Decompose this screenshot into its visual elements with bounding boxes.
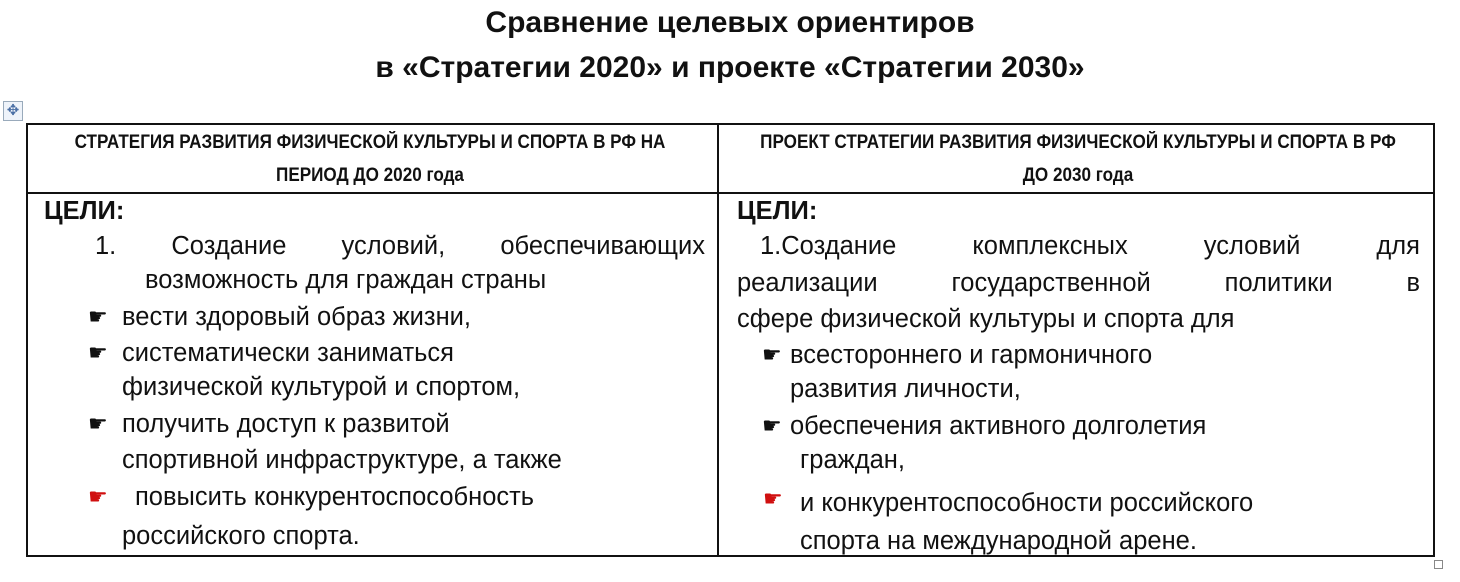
left-bullet: получить доступ к развитой [122,410,450,438]
left-bullet-cont: спортивной инфраструктуре, а также [122,446,562,474]
header-divider [26,192,1435,194]
left-bullet: вести здоровый образ жизни, [122,303,472,331]
right-bullet: обеспечения активного долголетия [790,412,1207,440]
right-bullet-cont: спорта на международной арене. [800,527,1197,555]
right-goals-label: ЦЕЛИ: [737,197,818,225]
left-bullet-cont: российского спорта. [122,522,360,550]
right-item-1-cont: сфере физической культуры и спорта для [737,305,1235,333]
right-bullet-cont: развития личности, [790,375,1021,403]
left-bullet: повысить конкурентоспособность [135,483,535,511]
left-bullet-cont: физической культурой и спортом, [122,373,521,401]
header-strategy-2030: ПРОЕКТ СТРАТЕГИИ РАЗВИТИЯ ФИЗИЧЕСКОЙ КУЛЬТУРЫ И СПОРТА В РФ ДО 2030 года [760,132,1396,186]
table-resize-handle[interactable] [1434,560,1443,569]
left-bullet: систематически заниматься [122,339,454,367]
right-bullet-cont: граждан, [800,446,905,474]
pointing-hand-icon: ☛ [88,411,108,436]
right-item-1-cont: реализации государственной политики в [737,269,1420,297]
right-bullet: и конкурентоспособности российского [800,489,1254,517]
pointing-hand-icon: ☛ [88,304,108,329]
header-strategy-2020: СТРАТЕГИЯ РАЗВИТИЯ ФИЗИЧЕСКОЙ КУЛЬТУРЫ И СПОРТА В РФ НА ПЕРИОД ДО 2020 года [74,132,666,186]
left-goals-label: ЦЕЛИ: [44,197,125,225]
pointing-hand-icon: ☛ [762,342,782,367]
right-bullet: всестороннего и гармоничного [790,341,1153,369]
page-title-line-1: Сравнение целевых ориентиров [485,6,975,39]
pointing-hand-icon: ☛ [88,340,108,365]
left-item-1: 1. Создание условий, обеспечивающих [95,232,705,260]
red-pointing-hand-icon: ☛ [763,486,783,511]
pointing-hand-icon: ☛ [762,413,782,438]
column-divider [717,123,719,557]
page-title-line-2: в «Стратегии 2020» и проекте «Стратегии 2030» [375,51,1085,84]
right-item-1: 1.Создание комплексных условий для [760,232,1420,260]
red-pointing-hand-icon: ☛ [88,484,108,509]
left-item-1-cont: возможность для граждан страны [145,266,547,294]
table-move-handle-icon[interactable]: ✥ [3,101,23,121]
